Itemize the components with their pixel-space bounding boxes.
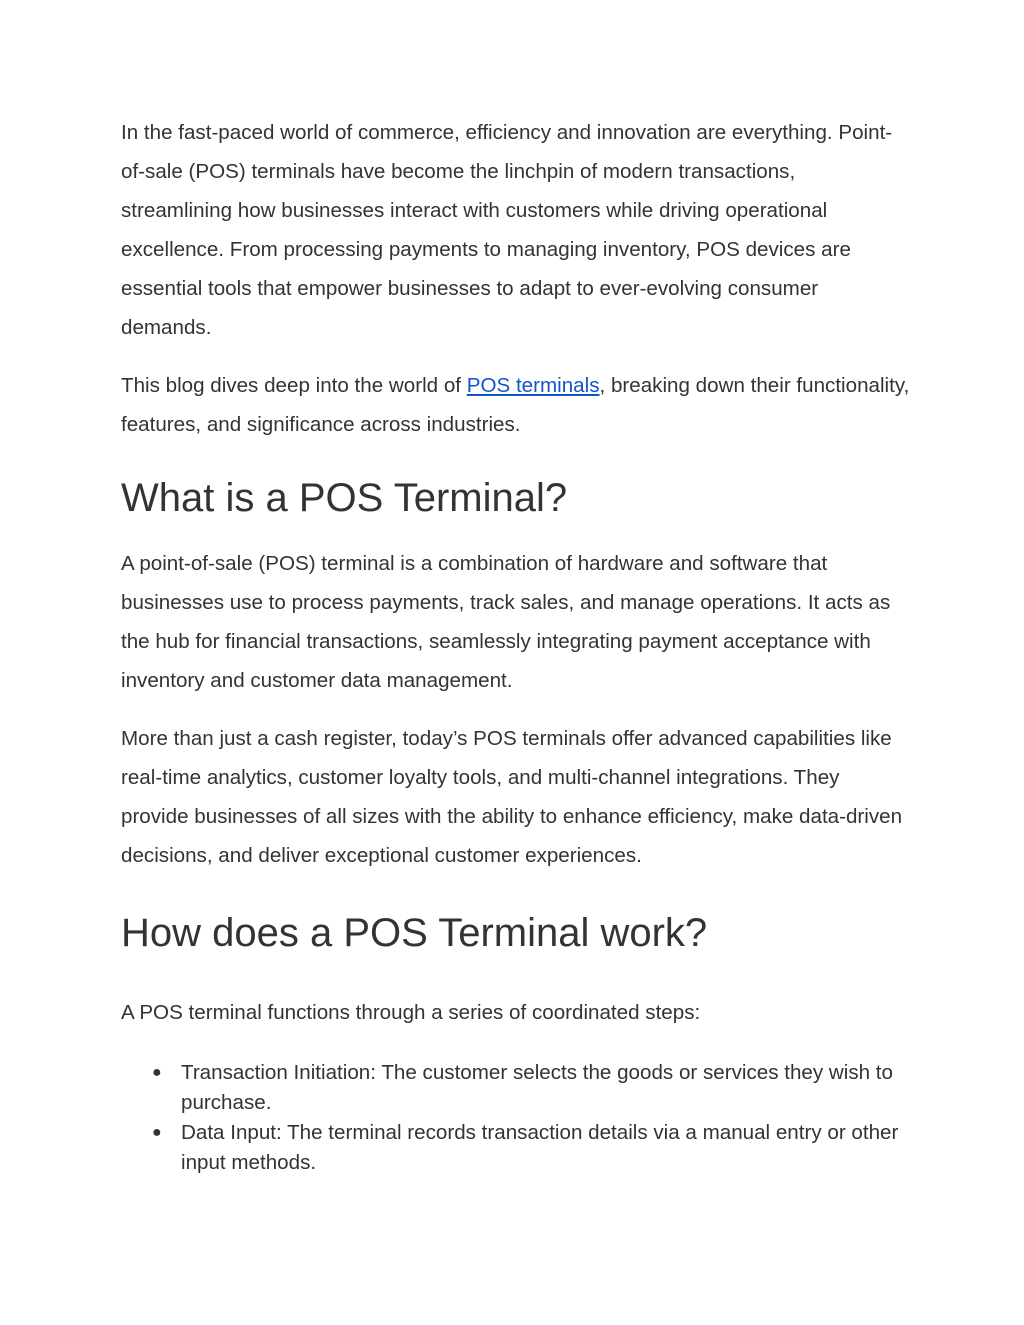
bullet-icon: ●	[152, 1064, 162, 1081]
section1-paragraph-2: More than just a cash register, today’s POS terminals offer advanced capabilities like real-time analytics, customer loyalty tools, and multi-channel integrations. They provide businesses of all sizes with the ability to enhance efficiency, make data-driven decisions, and deliver exceptional customer experiences.	[121, 727, 903, 867]
steps-list	[121, 1058, 911, 1178]
pos-terminals-link[interactable]: POS terminals	[466, 374, 600, 397]
intro-paragraph-2-tail: , breaking down their functionality, features, and significance across industries.	[121, 374, 910, 436]
intro-paragraph-2-lead: This blog dives deep into the world of	[121, 374, 467, 397]
intro-paragraph-2	[121, 366, 911, 444]
list-item	[121, 1118, 911, 1178]
section-heading-what-is: What is a POS Terminal?	[121, 476, 568, 520]
list-item-text: Transaction Initiation: The customer selects the goods or services they wish to purchase.	[181, 1061, 893, 1114]
list-item	[121, 1058, 911, 1118]
section-heading-how-works: How does a POS Terminal work?	[121, 911, 708, 955]
intro-paragraph-1: In the fast-paced world of commerce, efficiency and innovation are everything. Point-of-sale (POS) terminals have become the linchpin of modern transactions, streamlining how businesses interact with customers while driving operational excellence. From processing payments to managing inventory, POS devices are essential tools that empower businesses to adapt to ever-evolving consumer demands.	[121, 121, 893, 339]
section2-intro: A POS terminal functions through a series of coordinated steps:	[121, 1001, 701, 1024]
section1-paragraph-1: A point-of-sale (POS) terminal is a combination of hardware and software that businesses use to process payments, track sales, and manage operations. It acts as the hub for financial transactions, seamlessly integrating payment acceptance with inventory and customer data management.	[121, 552, 891, 692]
document-page	[121, 113, 911, 1178]
bullet-icon: ●	[152, 1124, 162, 1141]
list-item-text: Data Input: The terminal records transaction details via a manual entry or other input methods.	[181, 1121, 899, 1174]
